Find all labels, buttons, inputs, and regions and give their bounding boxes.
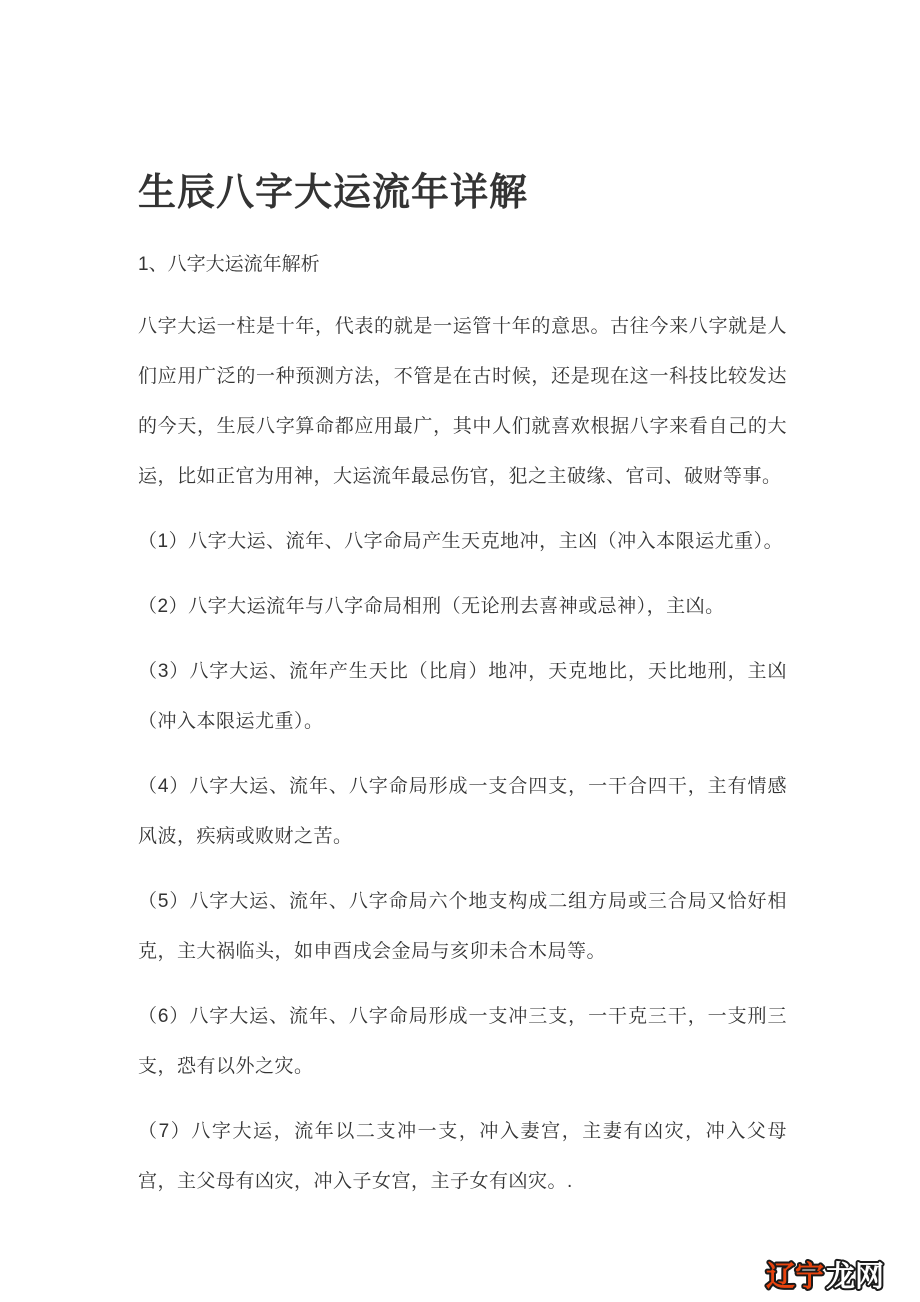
paragraph-item-3: （3）八字大运、流年产生天比（比肩）地冲，天克地比，天比地刑，主凶（冲入本限运尤重）。 xyxy=(138,661,787,732)
section-heading: 1、八字大运流年解析 xyxy=(138,254,320,275)
paragraph-item-4: （4）八字大运、流年、八字命局形成一支合四支，一干合四干，主有情感风波，疾病或败财之苦。 xyxy=(138,776,787,847)
paragraph-item-6: （6）八字大运、流年、八字命局形成一支冲三支，一干克三干，一支刑三支，恐有以外之灾。 xyxy=(138,1006,787,1077)
watermark-text-white: 龙网 xyxy=(826,1261,885,1293)
watermark-text-red: 辽宁 xyxy=(766,1261,825,1293)
paragraph-item-5: （5）八字大运、流年、八字命局六个地支构成二组方局或三合局又恰好相克，主大祸临头，如申酉戌会金局与亥卯未合木局等。 xyxy=(138,891,787,962)
site-watermark-logo xyxy=(764,1254,890,1296)
paragraph-item-2: （2）八字大运流年与八字命局相刑（无论刑去喜神或忌神），主凶。 xyxy=(138,596,725,617)
paragraph-item-7: （7）八字大运，流年以二支冲一支，冲入妻宫，主妻有凶灾，冲入父母宫，主父母有凶灾，冲入子女宫，主子女有凶灾。. xyxy=(138,1121,787,1192)
document-content xyxy=(138,0,787,1207)
paragraph-intro: 八字大运一柱是十年，代表的就是一运管十年的意思。古往今来八字就是人们应用广泛的一种预测方法，不管是在古时候，还是现在这一科技比较发达的今天，生辰八字算命都应用最广，其中人们就喜欢根据八字来看自己的大运，比如正官为用神，大运流年最忌伤官，犯之主破缘、官司、破财等事。 xyxy=(138,316,787,487)
watermark-svg xyxy=(764,1254,890,1296)
paragraph-item-1: （1）八字大运、流年、八字命局产生天克地冲，主凶（冲入本限运尤重）。 xyxy=(138,531,784,552)
page-title: 生辰八字大运流年详解 xyxy=(138,172,529,214)
